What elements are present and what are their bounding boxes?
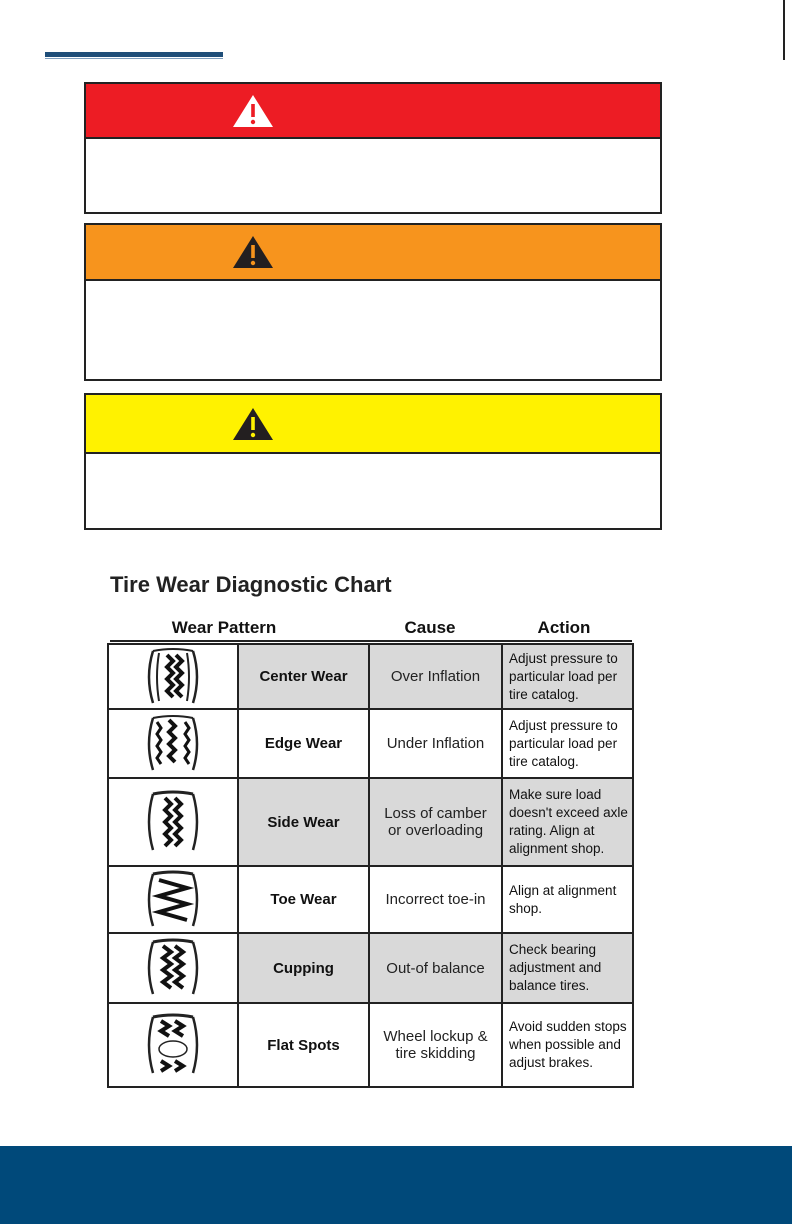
wear-cause: Loss of camber or overloading [370, 779, 503, 865]
warning-triangle-icon [231, 406, 275, 442]
warning-notice [84, 223, 662, 381]
tire-icon-toe-wear [107, 867, 239, 932]
tire-icon-center-wear [107, 645, 239, 708]
wear-name: Toe Wear [239, 867, 370, 932]
wear-action: Avoid sudden stops when possible and adjust brakes. [503, 1004, 634, 1086]
danger-body [86, 139, 660, 159]
wear-action: Align at alignment shop. [503, 867, 634, 932]
wear-name: Edge Wear [239, 710, 370, 777]
wear-table [107, 643, 634, 1088]
wear-cause: Incorrect toe-in [370, 867, 503, 932]
header-wear-pattern: Wear Pattern [171, 618, 277, 637]
header-rule [45, 52, 223, 57]
danger-header-bar [86, 84, 660, 139]
chart-title: Tire Wear Diagnostic Chart [110, 572, 392, 597]
page-edge-line [783, 0, 785, 60]
wear-name: Side Wear [239, 779, 370, 865]
wear-action: Check bearing adjustment and balance tires. [503, 934, 634, 1002]
wear-name: Center Wear [239, 645, 370, 708]
table-row [107, 643, 634, 710]
wear-action: Adjust pressure to particular load per tire catalog. [503, 645, 634, 708]
wear-cause: Under Inflation [370, 710, 503, 777]
warning-triangle-icon [231, 234, 275, 270]
wear-cause: Over Inflation [370, 645, 503, 708]
footer-bar [0, 1146, 792, 1224]
tire-icon-side-wear [107, 779, 239, 865]
wear-cause: Wheel lockup & tire skidding [370, 1004, 503, 1086]
header-underline [110, 640, 632, 642]
caution-header-bar [86, 395, 660, 454]
wear-name: Cupping [239, 934, 370, 1002]
wear-cause: Out-of balance [370, 934, 503, 1002]
wear-action: Make sure load doesn't exceed axle rating. Align at alignment shop. [503, 779, 634, 865]
caution-notice [84, 393, 662, 530]
table-row [107, 710, 634, 779]
header-cause: Cause [404, 618, 456, 637]
wear-action: Adjust pressure to particular load per tire catalog. [503, 710, 634, 777]
table-row [107, 867, 634, 934]
table-row [107, 934, 634, 1004]
tire-icon-flat-spots [107, 1004, 239, 1086]
header-action: Action [537, 618, 591, 637]
table-row [107, 779, 634, 867]
caution-body [86, 454, 660, 474]
tire-icon-cupping [107, 934, 239, 1002]
warning-body [86, 281, 660, 301]
danger-notice [84, 82, 662, 214]
wear-name: Flat Spots [239, 1004, 370, 1086]
tire-icon-edge-wear [107, 710, 239, 777]
warning-header-bar [86, 225, 660, 281]
warning-triangle-icon [231, 93, 275, 129]
table-row [107, 1004, 634, 1088]
